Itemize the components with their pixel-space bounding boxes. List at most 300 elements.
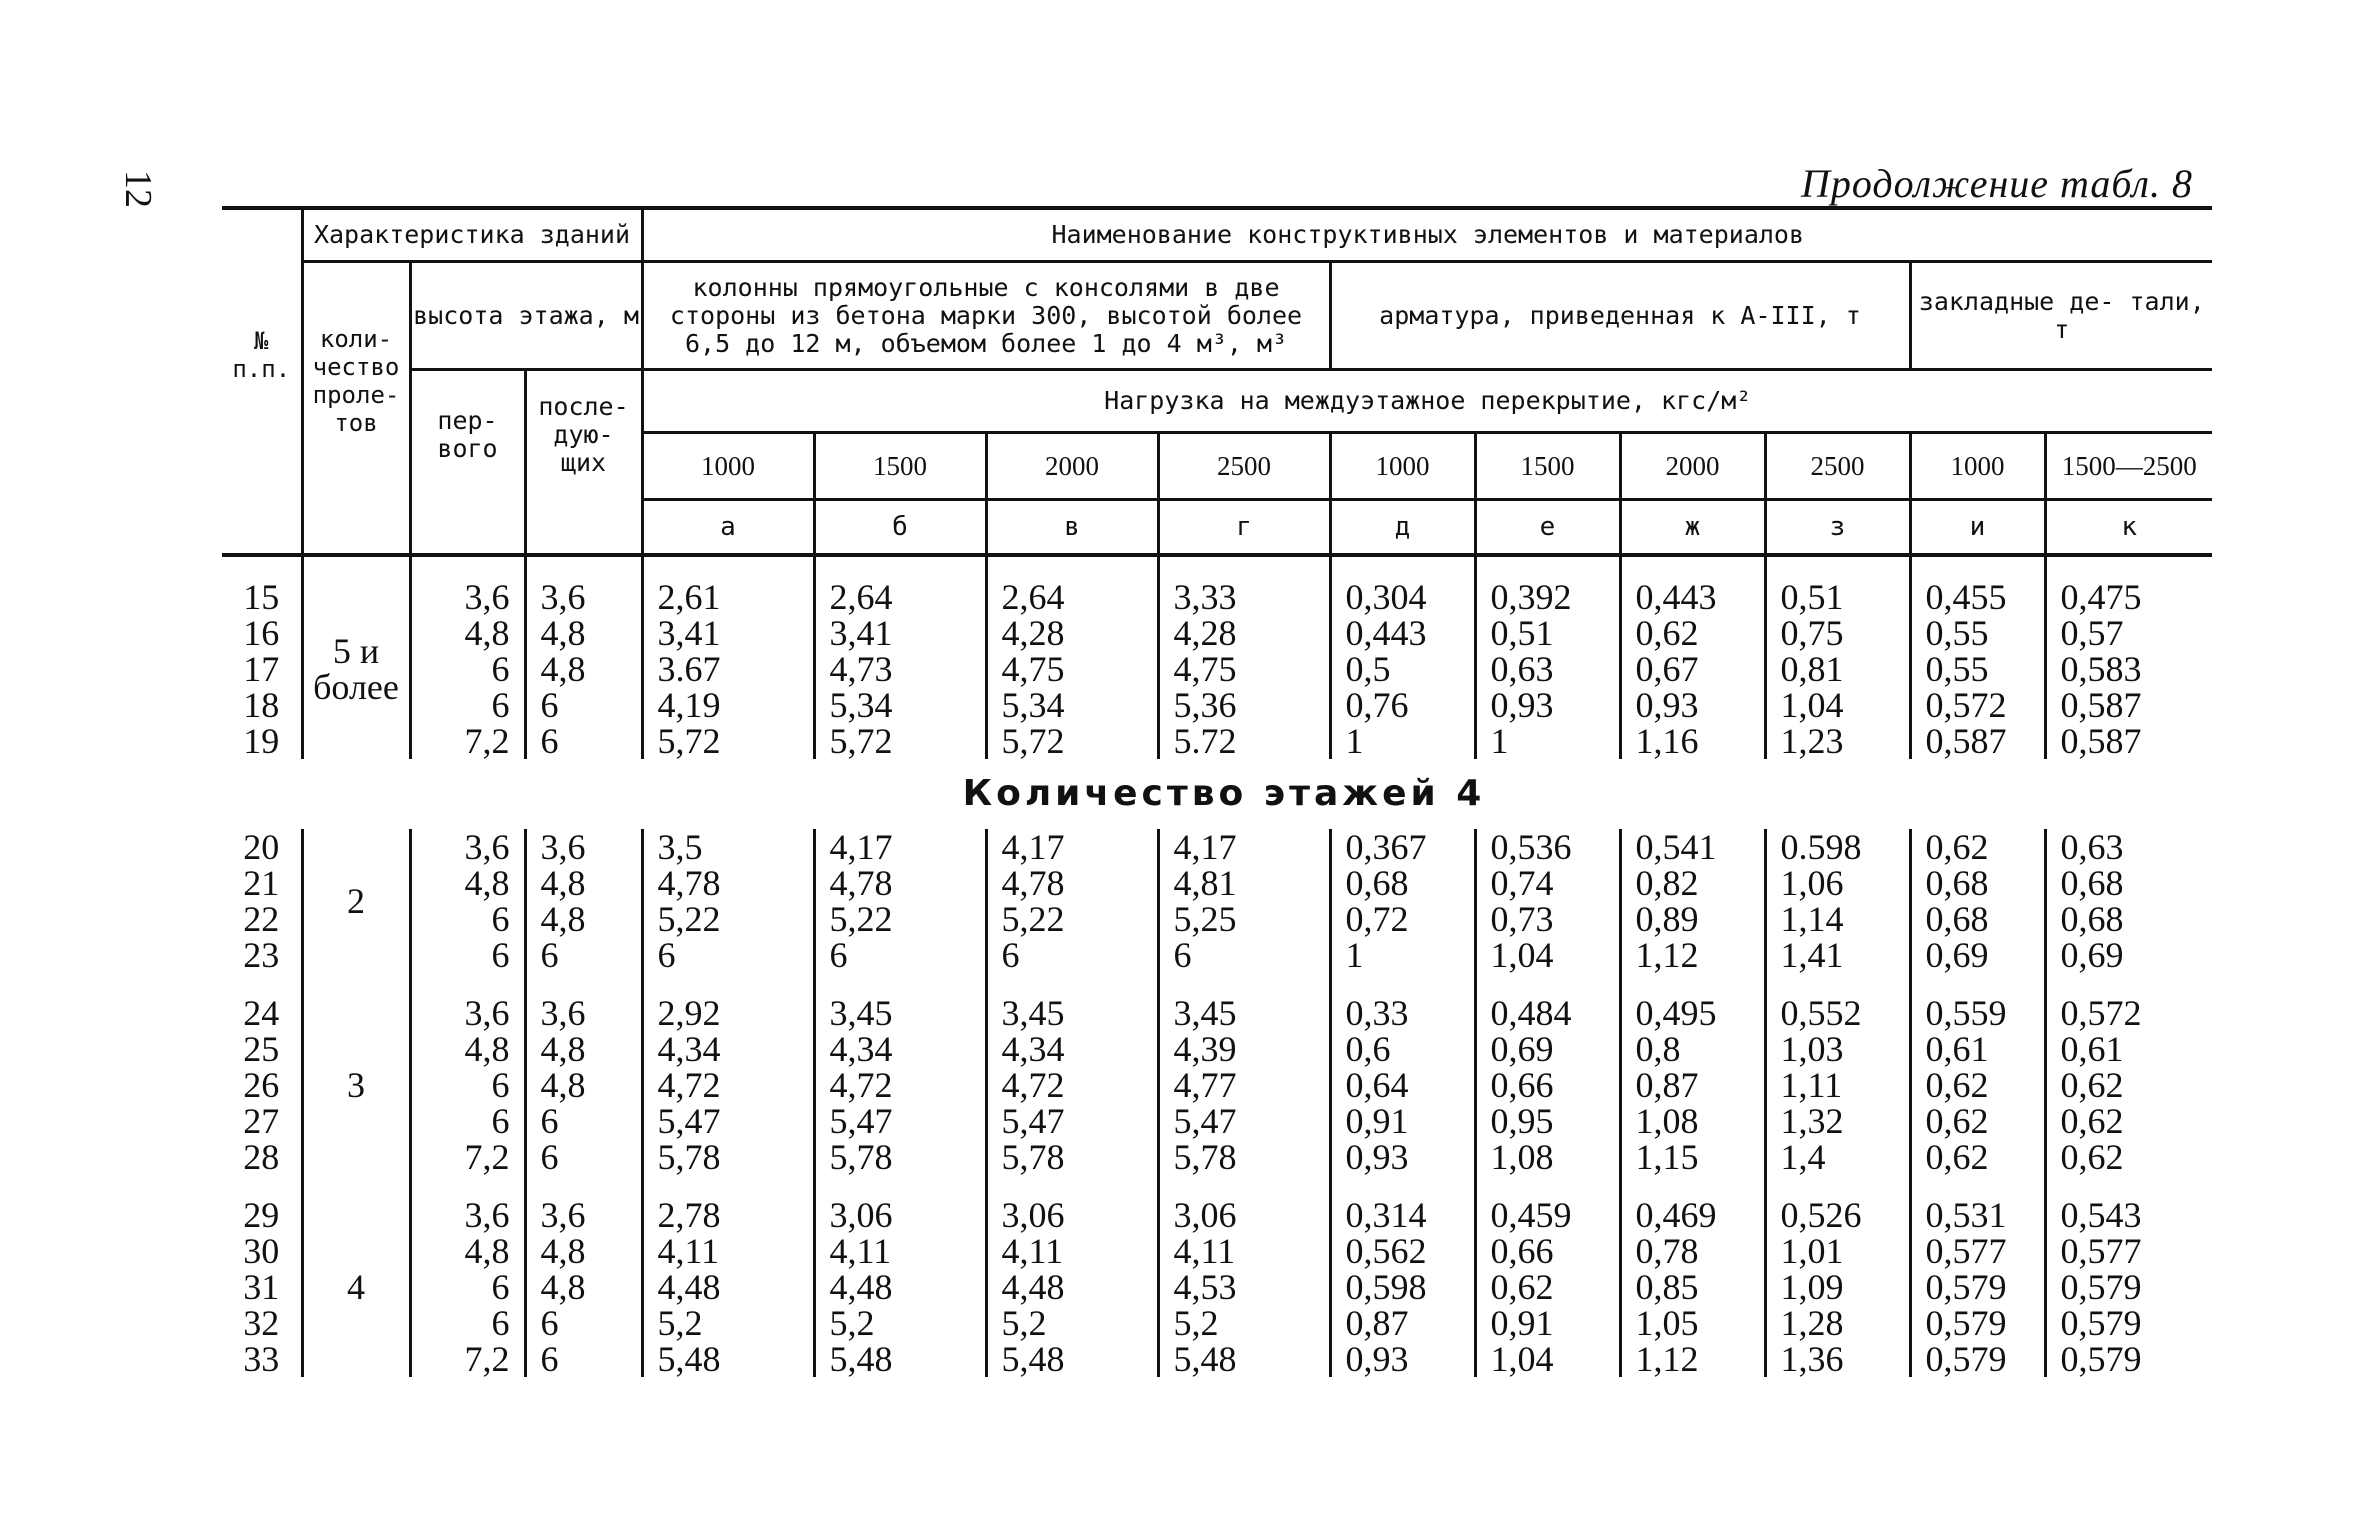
value-cell: 1,09 [1765,1269,1910,1305]
value-cell: 0,66 [1475,1233,1620,1269]
header-column-letter: а [642,500,814,556]
value-cell: 3.67 [642,651,814,687]
value-cell: 1,4 [1765,1139,1910,1175]
value-cell: 0,495 [1620,995,1765,1031]
table-row [222,1305,2212,1341]
row-number: 18 [243,685,280,725]
value-cell: 4,81 [1158,865,1330,901]
page-number: 12 [117,170,159,208]
value-cell: 0,62 [1475,1269,1620,1305]
value-cell: 6 [642,937,814,973]
value-cell: 4,34 [986,1031,1158,1067]
spans-count: 2 [302,829,410,973]
table-row [222,865,2212,901]
value-cell: 1,03 [1765,1031,1910,1067]
spans-count: 4 [302,1197,410,1377]
value-cell: 0,89 [1620,901,1765,937]
table-row [222,1103,2212,1139]
value-cell: 0,72 [1330,901,1475,937]
value-cell: 5,48 [1158,1341,1330,1377]
value-cell: 0,587 [2045,723,2212,759]
value-cell: 5,72 [642,723,814,759]
table-body [222,555,2212,1377]
value-cell: 0,536 [1475,829,1620,865]
row-number: 16 [243,613,280,653]
value-cell: 0,68 [1330,865,1475,901]
value-cell: 0,76 [1330,687,1475,723]
table-caption: Продолжение табл. 8 [1800,161,2193,206]
subsequent-floor-height: 6 [525,723,642,759]
value-cell: 5,22 [986,901,1158,937]
value-cell: 5,48 [986,1341,1158,1377]
value-cell: 5,47 [1158,1103,1330,1139]
spacer-row [222,555,2212,579]
value-cell: 0,314 [1330,1197,1475,1233]
value-cell: 1,08 [1620,1103,1765,1139]
row-number: 29 [243,1195,280,1235]
header-load-value: 2500 [1765,433,1910,500]
value-cell: 0,543 [2045,1197,2212,1233]
subsequent-floor-height: 3,6 [525,1197,642,1233]
value-cell: 0,68 [1910,901,2045,937]
value-cell: 3,45 [814,995,986,1031]
value-cell: 1,14 [1765,901,1910,937]
value-cell: 0,5 [1330,651,1475,687]
row-number: 30 [243,1231,280,1271]
subsequent-floor-height: 6 [525,1139,642,1175]
value-cell: 4,72 [642,1067,814,1103]
table-row [222,1233,2212,1269]
value-cell: 0,579 [2045,1269,2212,1305]
value-cell: 5,34 [986,687,1158,723]
value-cell: 1,16 [1620,723,1765,759]
header-column-letter: к [2045,500,2212,556]
value-cell: 0,57 [2045,615,2212,651]
value-cell: 0,526 [1765,1197,1910,1233]
first-floor-height: 6 [410,1305,525,1341]
value-cell: 0,62 [1910,829,2045,865]
value-cell: 4,11 [986,1233,1158,1269]
subsequent-floor-height: 3,6 [525,995,642,1031]
value-cell: 1,28 [1765,1305,1910,1341]
row-number: 17 [243,649,280,689]
table-header [222,208,2212,555]
header-load: Нагрузка на междуэтажное перекрытие, кгс/м² [642,370,2212,433]
value-cell: 0,484 [1475,995,1620,1031]
value-cell: 0,55 [1910,615,2045,651]
value-cell: 0,572 [2045,995,2212,1031]
value-cell: 0,81 [1765,651,1910,687]
subsequent-floor-height: 3,6 [525,829,642,865]
value-cell: 0,63 [1475,651,1620,687]
subsequent-floor-height: 4,8 [525,1067,642,1103]
value-cell: 5,2 [986,1305,1158,1341]
row-number: 28 [243,1137,280,1177]
value-cell: 0,531 [1910,1197,2045,1233]
value-cell: 0.598 [1765,829,1910,865]
header-load-value: 1500 [814,433,986,500]
value-cell: 4,34 [642,1031,814,1067]
value-cell: 5,22 [814,901,986,937]
value-cell: 2,64 [986,579,1158,615]
value-cell: 5,48 [642,1341,814,1377]
value-cell: 0,579 [1910,1305,2045,1341]
row-number: 19 [243,721,280,761]
value-cell: 1,01 [1765,1233,1910,1269]
header-column-letter: б [814,500,986,556]
first-floor-height: 4,8 [410,615,525,651]
value-cell: 0,62 [1620,615,1765,651]
subsequent-floor-height: 4,8 [525,1233,642,1269]
subsequent-floor-height: 4,8 [525,1269,642,1305]
value-cell: 0,82 [1620,865,1765,901]
value-cell: 5,72 [814,723,986,759]
header-first: пер- вого [410,370,525,500]
first-floor-height: 7,2 [410,723,525,759]
row-number: 24 [243,993,280,1033]
value-cell: 4,75 [986,651,1158,687]
first-floor-height: 6 [410,651,525,687]
subsequent-floor-height: 4,8 [525,865,642,901]
value-cell: 0,91 [1330,1103,1475,1139]
value-cell: 0,68 [2045,901,2212,937]
value-cell: 1,11 [1765,1067,1910,1103]
header-column-letter: в [986,500,1158,556]
value-cell: 0,587 [2045,687,2212,723]
first-floor-height: 7,2 [410,1341,525,1377]
value-cell: 4,11 [642,1233,814,1269]
value-cell: 4,78 [814,865,986,901]
value-cell: 0,392 [1475,579,1620,615]
value-cell: 0,455 [1910,579,2045,615]
value-cell: 0,51 [1765,579,1910,615]
header-no: № п.п. [232,326,291,383]
value-cell: 0,475 [2045,579,2212,615]
value-cell: 4,11 [1158,1233,1330,1269]
value-cell: 3,45 [986,995,1158,1031]
subsequent-floor-height: 6 [525,1305,642,1341]
value-cell: 0,443 [1620,579,1765,615]
header-spans-count: коли- чество проле- тов [302,262,410,500]
value-cell: 3,41 [642,615,814,651]
value-cell: 0,66 [1475,1067,1620,1103]
value-cell: 3,33 [1158,579,1330,615]
data-table [222,206,2212,1377]
row-number: 20 [243,827,280,867]
value-cell: 0,55 [1910,651,2045,687]
section-row [222,759,2212,829]
header-column-letter: д [1330,500,1475,556]
value-cell: 0,62 [2045,1103,2212,1139]
value-cell: 1,05 [1620,1305,1765,1341]
value-cell: 0,577 [1910,1233,2045,1269]
value-cell: 0,577 [2045,1233,2212,1269]
first-floor-height: 4,8 [410,1031,525,1067]
row-number: 27 [243,1101,280,1141]
value-cell: 5,78 [1158,1139,1330,1175]
spans-count: 5 и более [302,579,410,759]
value-cell: 4,53 [1158,1269,1330,1305]
header-load-value: 2500 [1158,433,1330,500]
first-floor-height: 3,6 [410,995,525,1031]
header-embedded-group: закладные де- тали, т [1910,262,2212,370]
value-cell: 0,6 [1330,1031,1475,1067]
header-load-value: 1500 [1475,433,1620,500]
value-cell: 4,78 [642,865,814,901]
header-floor-height: высота этажа, м [410,262,642,370]
value-cell: 5,2 [642,1305,814,1341]
value-cell: 5,78 [986,1139,1158,1175]
row-number: 33 [243,1339,280,1379]
first-floor-height: 4,8 [410,1233,525,1269]
table-row [222,995,2212,1031]
header-rebar-group: арматура, приведенная к А-III, т [1330,262,1910,370]
subsequent-floor-height: 3,6 [525,579,642,615]
value-cell: 3,45 [1158,995,1330,1031]
table-row [222,1197,2212,1233]
value-cell: 0,74 [1475,865,1620,901]
header-characteristics: Характеристика зданий [302,208,642,262]
value-cell: 4,11 [814,1233,986,1269]
value-cell: 3,06 [814,1197,986,1233]
first-floor-height: 3,6 [410,829,525,865]
table-row [222,1341,2212,1377]
value-cell: 5,47 [814,1103,986,1139]
value-cell: 0,93 [1620,687,1765,723]
value-cell: 1,06 [1765,865,1910,901]
header-load-value: 1000 [1330,433,1475,500]
row-number: 31 [243,1267,280,1307]
value-cell: 5,36 [1158,687,1330,723]
header-load-value: 2000 [1620,433,1765,500]
value-cell: 0,562 [1330,1233,1475,1269]
value-cell: 0,87 [1330,1305,1475,1341]
value-cell: 3,5 [642,829,814,865]
value-cell: 0,443 [1330,615,1475,651]
table-row [222,651,2212,687]
value-cell: 5,78 [814,1139,986,1175]
subsequent-floor-height: 4,8 [525,901,642,937]
header-subsequent: после- дую- щих [525,370,642,500]
header-column-letter: г [1158,500,1330,556]
value-cell: 0,8 [1620,1031,1765,1067]
value-cell: 0,93 [1330,1341,1475,1377]
value-cell: 0,78 [1620,1233,1765,1269]
value-cell: 0,62 [1910,1067,2045,1103]
value-cell: 5,47 [986,1103,1158,1139]
table-row [222,723,2212,759]
first-floor-height: 6 [410,937,525,973]
row-number: 32 [243,1303,280,1343]
value-cell: 0,469 [1620,1197,1765,1233]
table-row [222,937,2212,973]
table-row [222,1067,2212,1103]
value-cell: 3,06 [1158,1197,1330,1233]
value-cell: 0,33 [1330,995,1475,1031]
value-cell: 2,92 [642,995,814,1031]
header-column-letter: з [1765,500,1910,556]
value-cell: 0,583 [2045,651,2212,687]
value-cell: 1,12 [1620,1341,1765,1377]
table-row [222,615,2212,651]
header-load-value: 1000 [1910,433,2045,500]
header-elements: Наименование конструктивных элементов и материалов [642,208,2212,262]
first-floor-height: 6 [410,901,525,937]
row-number: 15 [243,577,280,617]
row-number: 21 [243,863,280,903]
table-row [222,829,2212,865]
value-cell: 4,48 [642,1269,814,1305]
value-cell: 1 [1330,937,1475,973]
value-cell: 6 [814,937,986,973]
value-cell: 5,2 [814,1305,986,1341]
value-cell: 0,62 [2045,1139,2212,1175]
value-cell: 0,69 [2045,937,2212,973]
header-column-letter: е [1475,500,1620,556]
value-cell: 1 [1475,723,1620,759]
value-cell: 4,28 [1158,615,1330,651]
spans-count: 3 [302,995,410,1175]
spacer-row [222,1175,2212,1197]
value-cell: 0,552 [1765,995,1910,1031]
value-cell: 0,93 [1330,1139,1475,1175]
value-cell: 3,06 [986,1197,1158,1233]
value-cell: 0,93 [1475,687,1620,723]
first-floor-height: 6 [410,687,525,723]
subsequent-floor-height: 6 [525,1103,642,1139]
value-cell: 5.72 [1158,723,1330,759]
value-cell: 5,25 [1158,901,1330,937]
subsequent-floor-height: 6 [525,687,642,723]
table-row [222,1269,2212,1305]
value-cell: 1,15 [1620,1139,1765,1175]
value-cell: 0,579 [1910,1341,2045,1377]
value-cell: 1,04 [1765,687,1910,723]
value-cell: 5,2 [1158,1305,1330,1341]
value-cell: 4,48 [814,1269,986,1305]
value-cell: 0,598 [1330,1269,1475,1305]
value-cell: 5,34 [814,687,986,723]
value-cell: 5,47 [642,1103,814,1139]
subsequent-floor-height: 6 [525,937,642,973]
value-cell: 2,78 [642,1197,814,1233]
value-cell: 0,68 [1910,865,2045,901]
value-cell: 4,75 [1158,651,1330,687]
value-cell: 0,95 [1475,1103,1620,1139]
value-cell: 1,41 [1765,937,1910,973]
value-cell: 4,19 [642,687,814,723]
table-row [222,687,2212,723]
table-row [222,901,2212,937]
value-cell: 0,67 [1620,651,1765,687]
value-cell: 0,367 [1330,829,1475,865]
first-floor-height: 6 [410,1269,525,1305]
value-cell: 2,61 [642,579,814,615]
first-floor-height: 3,6 [410,579,525,615]
value-cell: 0,62 [1910,1103,2045,1139]
value-cell: 5,48 [814,1341,986,1377]
value-cell: 6 [1158,937,1330,973]
first-floor-height: 6 [410,1067,525,1103]
row-number: 26 [243,1065,280,1105]
value-cell: 0,579 [2045,1305,2212,1341]
value-cell: 0,68 [2045,865,2212,901]
value-cell: 5,78 [642,1139,814,1175]
header-load-value: 1000 [642,433,814,500]
value-cell: 4,39 [1158,1031,1330,1067]
row-number: 22 [243,899,280,939]
value-cell: 0,69 [1910,937,2045,973]
subsequent-floor-height: 4,8 [525,615,642,651]
value-cell: 6 [986,937,1158,973]
value-cell: 0,69 [1475,1031,1620,1067]
first-floor-height: 4,8 [410,865,525,901]
subsequent-floor-height: 4,8 [525,1031,642,1067]
value-cell: 4,48 [986,1269,1158,1305]
value-cell: 1,12 [1620,937,1765,973]
value-cell: 3,41 [814,615,986,651]
value-cell: 0,587 [1910,723,2045,759]
value-cell: 0,61 [1910,1031,2045,1067]
header-column-letter: и [1910,500,2045,556]
value-cell: 4,72 [814,1067,986,1103]
value-cell: 5,72 [986,723,1158,759]
spacer-row [222,973,2212,995]
value-cell: 0,62 [2045,1067,2212,1103]
header-columns-group: колонны прямоугольные с консолями в две стороны из бетона марки 300, высотой более 6,5 до 12 м, объемом более 1 до 4 м³, м³ [642,262,1330,370]
value-cell: 1,08 [1475,1139,1620,1175]
row-number: 25 [243,1029,280,1069]
value-cell: 5,22 [642,901,814,937]
header-column-letter: ж [1620,500,1765,556]
value-cell: 0,579 [1910,1269,2045,1305]
section-title: Количество этажей 4 [962,773,1486,814]
header-load-value: 1500—2500 [2045,433,2212,500]
value-cell: 4,17 [986,829,1158,865]
value-cell: 4,78 [986,865,1158,901]
first-floor-height: 6 [410,1103,525,1139]
value-cell: 0,64 [1330,1067,1475,1103]
value-cell: 2,64 [814,579,986,615]
value-cell: 0,75 [1765,615,1910,651]
value-cell: 4,34 [814,1031,986,1067]
value-cell: 4,72 [986,1067,1158,1103]
value-cell: 0,304 [1330,579,1475,615]
table-row [222,1139,2212,1175]
value-cell: 4,17 [1158,829,1330,865]
value-cell: 4,77 [1158,1067,1330,1103]
value-cell: 1 [1330,723,1475,759]
value-cell: 1,32 [1765,1103,1910,1139]
row-number: 23 [243,935,280,975]
value-cell: 0,73 [1475,901,1620,937]
table-row [222,1031,2212,1067]
header-letters-row [222,500,2212,556]
subsequent-floor-height: 6 [525,1341,642,1377]
table-row [222,579,2212,615]
value-cell: 0,62 [1910,1139,2045,1175]
value-cell: 0,559 [1910,995,2045,1031]
value-cell: 0,459 [1475,1197,1620,1233]
value-cell: 0,61 [2045,1031,2212,1067]
value-cell: 1,04 [1475,937,1620,973]
value-cell: 1,23 [1765,723,1910,759]
value-cell: 0,63 [2045,829,2212,865]
first-floor-height: 3,6 [410,1197,525,1233]
value-cell: 0,87 [1620,1067,1765,1103]
value-cell: 1,36 [1765,1341,1910,1377]
header-load-value: 2000 [986,433,1158,500]
